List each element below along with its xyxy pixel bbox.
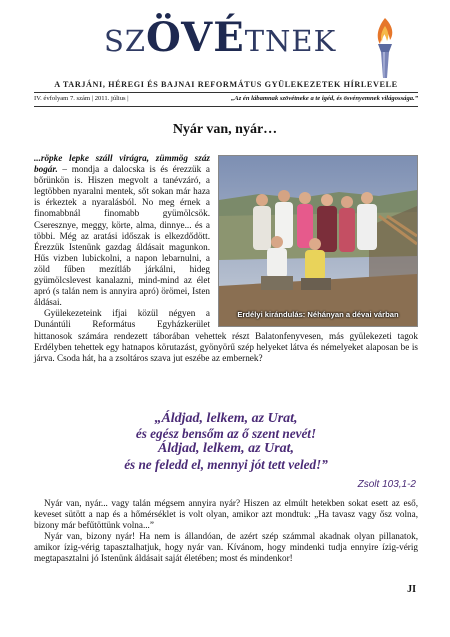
- divider: [34, 92, 418, 93]
- paragraph: Nyár van, bizony nyár! Ha nem is állandóan, de azért szép számmal akadnak olyan pillanatok, amikor ízig-vérig tapasztalhatjuk, hogy nyár van. Kívánom, hogy mindenki tudja ennyire ízig-vérig megtapasztalni jó Istenünk áldásait saját életében; most és mindenkor!: [34, 531, 418, 564]
- quote-line: és egész bensőm az ő szent nevét!: [135, 426, 317, 442]
- article-body: [34, 153, 418, 364]
- title-part: TNEK: [244, 24, 337, 58]
- quote-line: „Áldjad, lelkem, az Urat,: [154, 411, 298, 426]
- paragraph: Nyár van, nyár... vagy talán mégsem annyira nyár? Hiszen az elmúlt hetekben sokat esett az eső, keveset sütött a nap és a hőmérséklet is volt olyan, amikor azt mondtuk: „Ha tavasz vagy ősz volna, bizony már befűtöttünk volna...”: [34, 498, 418, 531]
- motto: „Az én lábamnak szövétneke a te igéd, és ösvényemnek világossága.”: [231, 95, 418, 102]
- group-photo: [218, 155, 418, 327]
- paragraph-text: – mondja a dalocska is és érezzük a bőrünkön is. Hiszen megvolt a tanévzáró, a legtöbben nyaralni mentek, sőt sokan már haza is érkeztek a nyaralásból. No meg érnek a finomabbnál finomabb gyümölcsök. Cseresznye, meggy, körte, alma, dinnye... és a többi. Még az aratási időszak is elkezdődött. Érezzük Istenünk gazdag áldásait magunkon. Hűs vizben lubickolni, a napon lebarnulni, a zöld fűben mezítláb járkálni, hideg gyümölcslevest kanalazni, mind-mind az élet apró (s talán nem is annyira apró) örömei, Isten áldásai.: [34, 164, 210, 308]
- issue-number: IV. évfolyam 7. szám | 2011. július |: [34, 95, 129, 102]
- title-part: VÉ: [181, 14, 245, 61]
- bible-quote: [34, 411, 418, 472]
- photo-image: [219, 156, 417, 326]
- photo-caption: Erdélyi kirándulás: Néhányan a dévai várban: [237, 309, 399, 319]
- masthead: [0, 0, 450, 102]
- quote-reference: Zsolt 103,1-2: [357, 479, 416, 490]
- divider: [34, 106, 418, 107]
- title-part: SZ: [104, 24, 147, 58]
- quote-line: Áldjad, lelkem, az Urat,: [157, 441, 295, 457]
- torch-icon: [368, 16, 402, 80]
- article-headline: Nyár van, nyár…: [172, 122, 278, 137]
- title-part: Ö: [146, 14, 182, 61]
- lead-text: ...röpke lepke száll virágra, zümmög száz bogár.: [34, 153, 210, 175]
- quote-line: és ne feledd el, mennyi jót tett veled!”: [124, 456, 328, 472]
- newsletter-subtitle: A TARJÁNI, HÉREGI ÉS BAJNAI REFORMÁTUS GYÜLEKEZETEK HÍRLEVELE: [54, 80, 398, 89]
- paragraph: Gyülekezeteink ifjai közül négyen a Dunántúli Református Egyházkerület hittanosok számára rendezett táborában vehettek részt Balatonfenyvesen, más gyülekezeti tagok Erdélyben tehettek egy hatnapos körutazást, gyönyörű szép helyeket látva és némelyeket alaposan be is járva. Csoda hát, ha a zsoltáros szava jut eszébe az embernek?: [34, 308, 418, 363]
- issue-line: [34, 95, 418, 105]
- author-signature: JI: [407, 584, 416, 595]
- article-body-continued: [34, 498, 418, 565]
- newsletter-title: [104, 14, 337, 61]
